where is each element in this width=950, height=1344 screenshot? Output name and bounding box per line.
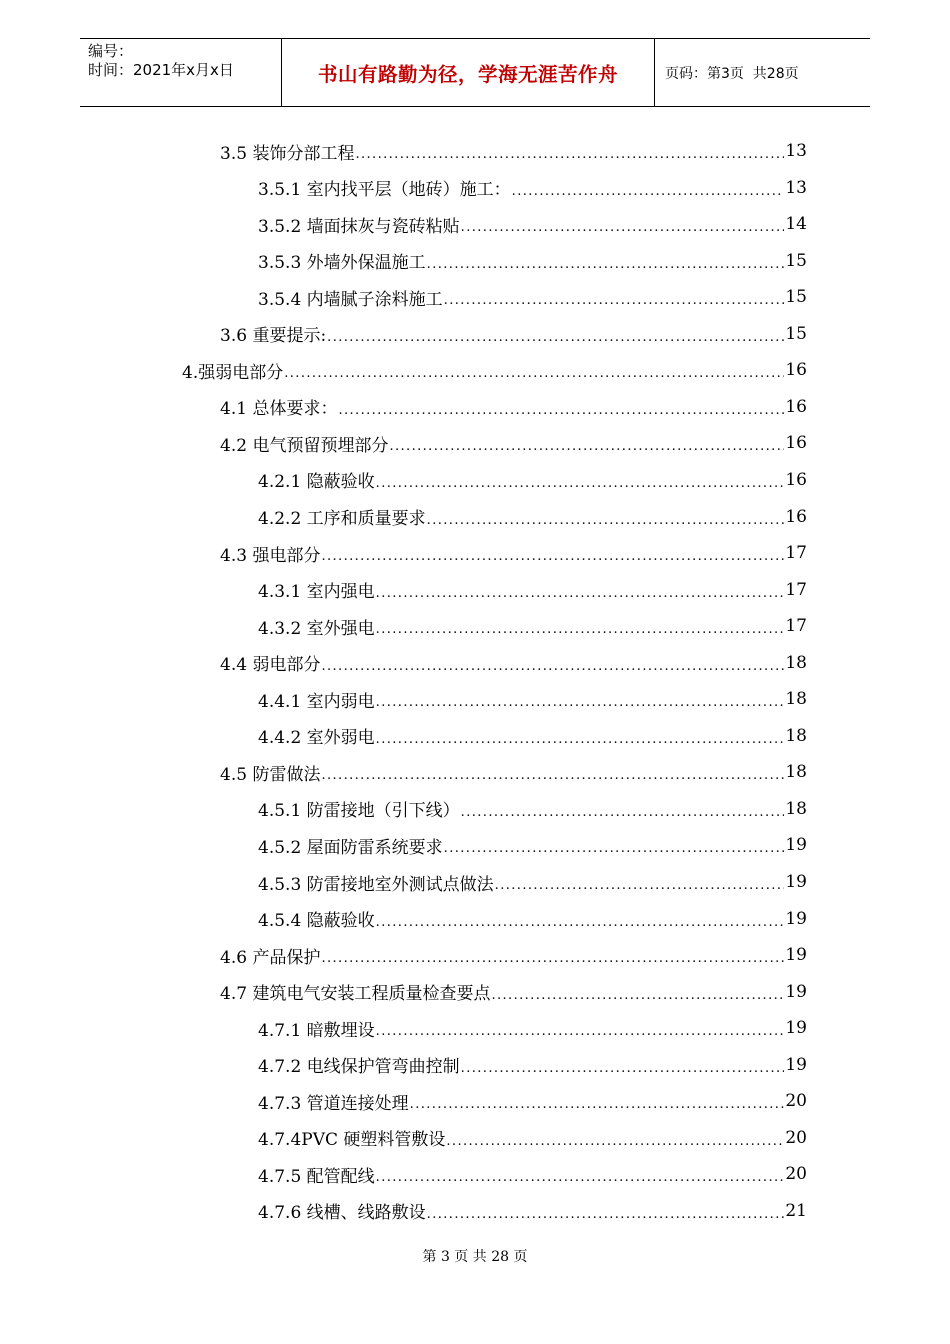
toc-entry-title: 4.3.2 室外强电 — [258, 618, 375, 639]
toc-entry[interactable] — [220, 316, 807, 352]
toc-entry-title: 4.7.5 配管配线 — [258, 1166, 375, 1187]
toc-entry[interactable] — [258, 1047, 807, 1083]
toc-entry-title: 3.5.1 室内找平层（地砖）施工： — [258, 180, 511, 201]
toc-entry-page: 18 — [785, 689, 807, 710]
toc-entry-title: 4.7.4PVC 硬塑料管敷设 — [258, 1130, 446, 1151]
toc-dot-leader — [321, 657, 784, 677]
toc-entry-page: 18 — [785, 725, 807, 746]
toc-dot-leader — [444, 839, 785, 859]
toc-dot-leader — [321, 766, 784, 786]
toc-entry[interactable] — [220, 645, 807, 681]
toc-dot-leader — [512, 182, 785, 202]
toc-entry-page: 19 — [785, 981, 807, 1002]
toc-dot-leader — [376, 693, 785, 713]
toc-entry[interactable] — [258, 170, 807, 206]
toc-entry-title: 4.4.2 室外弱电 — [258, 728, 375, 749]
toc-entry-page: 20 — [785, 1091, 807, 1112]
toc-entry-title: 4.2 电气预留预埋部分 — [220, 435, 389, 456]
toc-entry-title: 4.2.1 隐蔽验收 — [258, 472, 375, 493]
header-motto: 书山有路勤为径，学海无涯苦作舟 — [317, 62, 618, 86]
toc-entry-page: 19 — [785, 835, 807, 856]
toc-dot-leader — [461, 1059, 785, 1079]
page-header — [80, 38, 870, 107]
toc-dot-leader — [338, 401, 784, 421]
toc-entry[interactable] — [220, 389, 807, 425]
toc-dot-leader — [495, 876, 785, 896]
time-label: 时间：2021年x月x日 — [88, 61, 234, 79]
toc-entry[interactable] — [258, 718, 807, 754]
toc-dot-leader — [376, 584, 785, 604]
toc-dot-leader — [376, 474, 785, 494]
toc-dot-leader — [376, 1168, 785, 1188]
number-label: 编号： — [88, 42, 134, 60]
toc-entry-page: 16 — [785, 433, 807, 454]
toc-dot-leader — [376, 1022, 785, 1042]
toc-entry-page: 16 — [785, 360, 807, 381]
toc-dot-leader — [321, 949, 784, 969]
toc-entry-page: 17 — [785, 579, 807, 600]
toc-entry-title: 3.6 重要提示: — [220, 326, 327, 347]
toc-entry-page: 13 — [785, 177, 807, 198]
toc-entry[interactable] — [258, 1156, 807, 1192]
toc-entry[interactable] — [258, 1083, 807, 1119]
toc-entry-page: 13 — [785, 141, 807, 161]
toc-entry-title: 4.5.3 防雷接地室外测试点做法 — [258, 874, 494, 895]
toc-entry-page: 20 — [785, 1164, 807, 1185]
toc-entry[interactable] — [220, 937, 807, 973]
toc-dot-leader — [376, 620, 785, 640]
toc-entry-title: 3.5.2 墙面抹灰与瓷砖粘贴 — [258, 216, 460, 237]
toc-entry[interactable] — [258, 681, 807, 717]
toc-dot-leader — [491, 986, 784, 1006]
toc-entry-page: 14 — [785, 214, 807, 235]
toc-entry-page: 19 — [785, 1054, 807, 1075]
toc-entry-title: 4.7.6 线槽、线路敷设 — [258, 1203, 426, 1224]
toc-entry-title: 4.6 产品保护 — [220, 947, 321, 968]
toc-entry[interactable] — [258, 462, 807, 498]
toc-entry-page: 18 — [785, 798, 807, 819]
toc-dot-leader — [427, 1205, 785, 1225]
toc-dot-leader — [461, 218, 785, 238]
toc-entry-title: 3.5.4 内墙腻子涂料施工 — [258, 289, 443, 310]
toc-entry-title: 4.5.1 防雷接地（引下线） — [258, 801, 460, 822]
toc-entry-title: 4.强弱电部分 — [182, 362, 284, 383]
toc-entry[interactable] — [220, 133, 807, 169]
toc-entry[interactable] — [258, 1120, 807, 1156]
toc-entry[interactable] — [258, 901, 807, 937]
toc-entry[interactable] — [258, 206, 807, 242]
toc-entry-page: 15 — [785, 287, 807, 308]
toc-entry[interactable] — [220, 425, 807, 461]
toc-entry-page: 20 — [785, 1127, 807, 1148]
toc-entry-page: 17 — [785, 543, 807, 564]
toc-entry-page: 16 — [785, 506, 807, 527]
toc-entry-page: 16 — [785, 469, 807, 490]
toc-entry[interactable] — [258, 608, 807, 644]
toc-entry-title: 4.3 强电部分 — [220, 545, 321, 566]
toc-entry[interactable] — [258, 791, 807, 827]
toc-entry-page: 17 — [785, 616, 807, 637]
toc-entry-title: 4.7.1 暗敷埋设 — [258, 1020, 375, 1041]
toc-entry-title: 4.7.3 管道连接处理 — [258, 1093, 409, 1114]
toc-entry[interactable] — [258, 572, 807, 608]
toc-dot-leader — [327, 328, 784, 348]
toc-entry-page: 19 — [785, 908, 807, 929]
toc-dot-leader — [444, 291, 785, 311]
toc-entry-title: 3.5.3 外墙外保温施工 — [258, 253, 426, 274]
toc-entry-title: 4.5.2 屋面防雷系统要求 — [258, 837, 443, 858]
page-footer: 第 3 页 共 28 页 — [422, 1249, 528, 1265]
toc-entry[interactable] — [258, 1010, 807, 1046]
toc-entry[interactable] — [258, 827, 807, 863]
toc-entry-title: 4.4 弱电部分 — [220, 655, 321, 676]
toc-entry-title: 4.2.2 工序和质量要求 — [258, 509, 426, 529]
toc-entry[interactable] — [182, 352, 807, 388]
toc-dot-leader — [461, 803, 785, 823]
toc-entry-title: 4.4.1 室内弱电 — [258, 691, 375, 712]
toc-dot-leader — [355, 145, 784, 165]
toc-entry[interactable] — [258, 1193, 807, 1229]
toc-entry-page: 16 — [785, 396, 807, 417]
toc-entry-title: 4.5.4 隐蔽验收 — [258, 911, 375, 932]
toc-entry-title: 4.1 总体要求： — [220, 399, 338, 420]
toc-entry[interactable] — [258, 279, 807, 315]
toc-entry-page: 19 — [785, 945, 807, 966]
toc-dot-leader — [427, 255, 785, 275]
toc-dot-leader — [376, 730, 785, 750]
toc-entry-page: 15 — [785, 250, 807, 271]
toc-entry-page: 19 — [785, 872, 807, 892]
toc-entry-title: 3.5 装饰分部工程 — [220, 143, 355, 164]
toc-entry-title: 4.3.1 室内强电 — [258, 582, 375, 603]
toc-entry-page: 19 — [785, 1018, 807, 1039]
toc-entry-page: 18 — [785, 652, 807, 673]
toc-dot-leader — [376, 913, 785, 933]
toc-entry[interactable] — [220, 535, 807, 571]
toc-dot-leader — [284, 364, 784, 384]
toc-entry[interactable] — [258, 243, 807, 279]
toc-entry-title: 4.7 建筑电气安装工程质量检查要点 — [220, 984, 491, 1005]
toc-entry[interactable] — [220, 754, 807, 790]
toc-dot-leader — [389, 437, 784, 457]
toc-dot-leader — [321, 547, 784, 567]
header-page-info: 页码：第3页 共28页 — [665, 65, 799, 82]
toc-dot-leader — [427, 511, 785, 531]
toc-entry-page: 21 — [785, 1200, 807, 1221]
toc-entry-page: 18 — [785, 762, 807, 783]
toc-entry[interactable] — [258, 864, 807, 900]
header-left — [88, 42, 234, 80]
toc-entry-title: 4.5 防雷做法 — [220, 764, 321, 785]
toc-entry-page: 15 — [785, 323, 807, 344]
toc-entry-title: 4.7.2 电线保护管弯曲控制 — [258, 1057, 460, 1078]
toc-entry[interactable] — [220, 974, 807, 1010]
header-divider — [654, 39, 655, 106]
toc-entry[interactable] — [258, 499, 807, 535]
toc-dot-leader — [446, 1132, 784, 1152]
toc-dot-leader — [410, 1095, 785, 1115]
